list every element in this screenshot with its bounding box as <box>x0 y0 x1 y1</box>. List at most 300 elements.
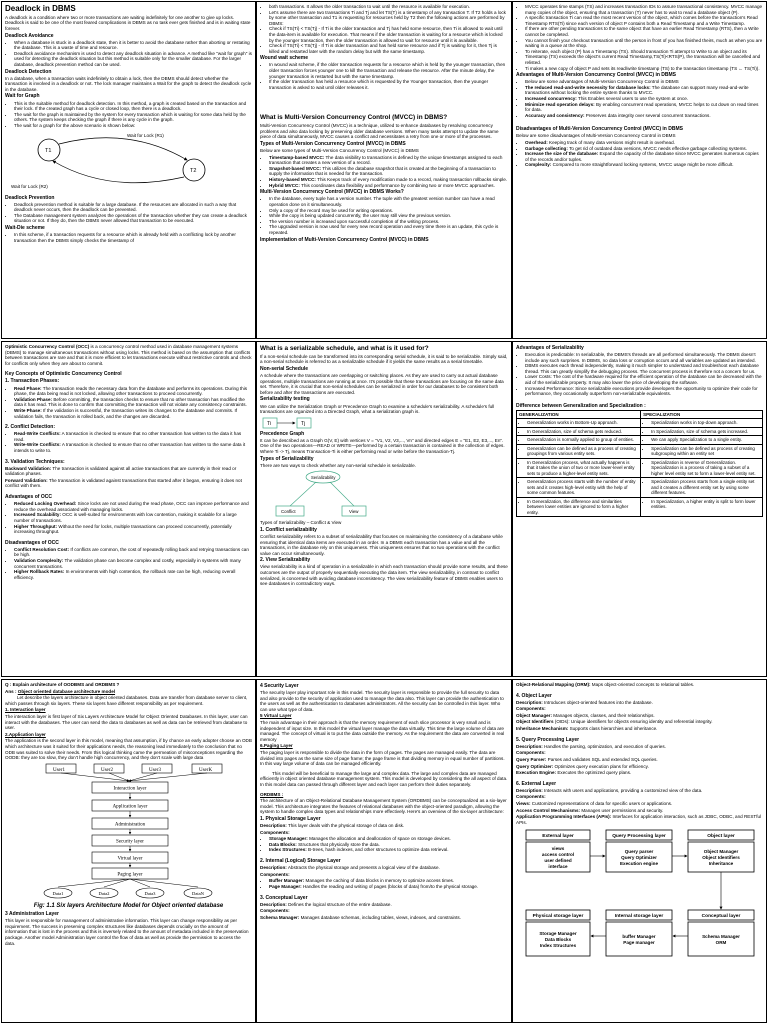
list-item: • The wait for the graph is maintained by the system for every transaction which is waiting for some data held by the others. The system keeps checking the graph if there is any cycle in the graph. <box>14 112 252 123</box>
occ-term: Optimistic Concurrency Control (OCC) <box>5 344 90 349</box>
mvcc-disadvantages-list <box>525 140 763 168</box>
term: Backward Validation: <box>5 465 52 471</box>
query-processing-desc <box>516 744 763 750</box>
cell-text: • In Generalization, the difference and similarities between lower entities are ignored to form a higher entity. <box>527 499 638 515</box>
interaction-layer-heading: 1. Interaction layer <box>5 707 46 713</box>
label: Description: <box>516 699 543 705</box>
definition: OCC is well-suited for environments with low contention, making it scalable for a large number of transactions. <box>14 512 237 523</box>
mvcc-disadvantages-heading: Disadvantages of Multi-Version Concurrency Control (MVCC) in DBMS <box>516 126 683 133</box>
definition: Manages database schemas, including tables, views, indexes, and constraints. <box>299 914 461 920</box>
query-processing-heading: 5. Query Processing Layer <box>516 736 580 743</box>
term: Page Manager: <box>269 883 302 889</box>
list-item <box>14 558 252 569</box>
components-label: Components: <box>260 829 290 835</box>
list-item <box>269 884 508 890</box>
ordbms-heading: ORDBMS : <box>260 791 284 797</box>
list-item <box>516 757 763 763</box>
table-row <box>517 458 763 477</box>
list-item: • Check if TS(Ti) < TS(Tj) - If Ti is older transaction and has held some resource and if Tj is waiting for it, then Tj is killed and restarted later with the random delay but with the same timestamp. <box>269 43 508 54</box>
mvcc-intro: Multi-Version Concurrency Control (MVCC) is a technique, utilized to enhance databases by resolving concurrency problems and also data locking by preserving older database versions. When many tasks attempt to update the same piece of data simultaneously, MVCC causes a conflict and necessitates a retry from one or more of the processes. <box>260 123 499 140</box>
list-item: • Lower Costs: The cost of the hardware required for the efficient operation of the database can be decreased with the aid of the serializable property. It may also lower the price of developing the software. <box>525 374 763 385</box>
definition: A transaction is checked to ensure that no other transaction has written to the same data it intends to write to. <box>14 442 246 453</box>
object-layer-desc <box>516 700 763 706</box>
conflict-serializability-heading: 1. Conflict serializability <box>260 526 317 533</box>
user-label: User1 <box>52 767 65 773</box>
list-item: • Deadlock prevention method is suitable for a large database. If the resources are allocated in such a way that deadlock never occurs, then the deadlock can be prevented. <box>14 202 252 213</box>
list-item <box>516 726 763 732</box>
list-item: • Ti makes a new copy of object P and sets its read/write timestamp (TS) to the transaction timestamp (TS ← TS(Ti)). <box>525 66 763 72</box>
list-item <box>269 183 508 189</box>
external-layer-item: user defined <box>543 858 572 864</box>
term: Reduced Locking Overhead: <box>14 501 77 507</box>
occ-intro-text: is a concurrency control method used in database management systems (DBMS) to manage simultaneous transactions without using locks. This method is based on the assumption that conflicts between transactions are rare and that it is more efficient to let transactions execute without restrictive controls and check for conflicts only when they are about to commit. <box>5 344 252 366</box>
occ-intro <box>5 344 252 366</box>
precedence-edge-diagram <box>262 416 342 430</box>
wait-for-graph-list <box>14 101 252 129</box>
term: Storage Manager: <box>269 836 308 842</box>
table-cell <box>641 458 763 477</box>
external-layer-heading: 6. External Layer <box>516 780 557 787</box>
list-item <box>516 801 763 807</box>
definition: The validation phase can become complex and costly, especially in systems with many concurrent transactions. <box>14 558 241 569</box>
conceptual-layer-item: ORM <box>715 940 726 946</box>
occ-phases-heading: 1. Transaction Phases: <box>5 378 60 385</box>
user-label: User3 <box>148 767 161 773</box>
precedence-graph-text: It can be described as a Graph G(V, E) with vertices V = "V1, V2, V3,..., Vn" and directed edges E = "E1, E2, E3,..., En". One of the two operations—READ or WRITE—performed by a certain transaction is contained in the collection of edges. Where Ti -> Tj, means Transaction-Ti is either performing read or write before the transaction-Tj. <box>260 437 505 455</box>
definition: This Enables several users to use the system at once. <box>576 96 689 101</box>
internal-storage-heading: 2. Internal (Logical) Storage Layer <box>260 858 341 865</box>
definition: By enabling concurrent read operations, MVCC helps to cut down on read times for data. <box>525 101 759 113</box>
table-cell <box>517 419 641 427</box>
table-cell <box>517 478 641 497</box>
list-item: • The upgraded version is now used for every new record operation and every time there is an update, this cycle is repeated. <box>269 224 508 235</box>
list-item: • Deadlock avoidance mechanism is used to detect any deadlock situation in advance. A method like "wait for graph" is used for detecting the deadlock situation but this method is suitable only for the smaller database. For the larger database, deadlock prevention method can be used. <box>14 51 252 68</box>
term: Inheritance Mechanism: <box>516 726 569 732</box>
list-item: • The wait for a graph for the above scenario is shown below: <box>14 123 252 129</box>
deadlock-detection-heading: Deadlock Detection <box>5 68 52 75</box>
term: Access Control Mechanisms: <box>516 807 581 813</box>
physical-storage-heading: 1. Physical Storage Layer <box>260 815 321 822</box>
occ-conflict-heading: 2. Conflict Detection: <box>5 424 56 431</box>
col-generalization: GENERALIZATION <box>517 410 641 418</box>
cell-text: • Specialization can be defined as process of creating subgrouping within an entity set <box>651 446 760 457</box>
physical-storage-layer-item: Index Structures <box>539 943 576 949</box>
gen-spec-heading: Difference between Generalization and Specialization : <box>516 402 646 409</box>
term: Overhead: <box>525 140 548 146</box>
cell-text: • We can apply Specialization to a single entity. <box>651 437 760 442</box>
definition: In environments with high contention, the rollback rate can be high, reducing overall efficiency. <box>14 569 236 580</box>
cell-text: • In Specialization, size of schema gets increased. <box>651 429 760 434</box>
layer-label: Application layer <box>112 804 147 810</box>
list-item: • This is the suitable method for deadlock detection. In this method, a graph is created based on the transaction and their lock. If the created graph has a cycle or closed loop, then there is a deadlock. <box>14 101 252 112</box>
six-layer-architecture-diagram <box>24 762 234 902</box>
occ-validation-heading: 3. Validation Techniques: <box>5 458 65 465</box>
label: Description: <box>260 901 287 907</box>
list-item: • Let's assume there are two transactions Ti and Tj and let TS(T) is a timestamp of any transaction T. If T2 holds a lock by some other transaction and T1 is requesting for resources held by T2 then the following actions are performed by DBMS: <box>269 10 508 27</box>
term: Higher Rollback Rates: <box>14 569 65 575</box>
term: Conflict Resolution Cost: <box>14 546 70 552</box>
mvcc-works-heading: Multi-Version Concurrency Control (MVCC) in DBMS Works? <box>260 189 404 196</box>
occ-forward-validation <box>5 478 252 489</box>
types-serializability-intro: There are two ways to check whether any non-serial schedule is serializable. <box>260 462 417 468</box>
list-item <box>516 713 763 719</box>
mvcc-title: What is Multi-Version Concurrency Control (MVCC) in DBMS? <box>260 114 448 122</box>
occ-disadvantages-heading: Disadvantages of OCC <box>5 539 59 546</box>
term: Read Phase: <box>14 385 42 391</box>
definition: The transaction reads the necessary data from the database and performs its operations. During this phase, the data being read is not locked, allowing other transactions to proceed concurrently. <box>14 385 248 397</box>
table-cell <box>641 478 763 497</box>
table-cell <box>517 427 641 435</box>
list-item <box>14 547 252 558</box>
deadlock-section <box>1 1 256 339</box>
term: Write Phase: <box>14 407 42 413</box>
list-item: • When a database is stuck in a deadlock state, then it is better to avoid the database rather than aborting or restating the database. This is a waste of time and resource. <box>14 40 252 51</box>
physical-storage-list <box>269 836 508 853</box>
serializable-section <box>256 341 512 677</box>
wound-wait-heading: Wound wait scheme <box>260 55 308 62</box>
term: Buffer Manager: <box>269 878 305 884</box>
mvcc-works-list <box>269 196 508 235</box>
term: History-based MVCC: <box>269 177 316 183</box>
term: Hybrid MVCC: <box>269 182 300 188</box>
components-label: Components: <box>260 871 290 877</box>
schema-manager-item <box>260 915 508 921</box>
table-cell <box>641 427 763 435</box>
term: Validation Complexity: <box>14 558 64 563</box>
table-row <box>517 427 763 435</box>
list-item <box>14 397 252 408</box>
list-item <box>14 569 252 580</box>
ordbms-layers-section <box>512 679 767 1023</box>
t2-label: T2 <box>189 167 196 174</box>
term: Increase the size of the database: <box>525 151 599 157</box>
definition: Since locks are not used during the read phase, OCC can improve performance and reduce the overhead associated with managing locks. <box>14 501 249 512</box>
definition: Maps object-oriented concepts to relational tables. <box>590 682 695 687</box>
definition: A transaction is checked to ensure that no other transaction has written to the data it has read. <box>14 431 242 442</box>
occ-advantages-list <box>14 501 252 535</box>
list-item <box>14 512 252 523</box>
term: Query Optimizer: <box>516 763 554 769</box>
occ-advantages-heading: Advantages of OCC <box>5 494 52 501</box>
table-row <box>517 444 763 458</box>
list-item: • Only a copy of the record may be used for writing operations. <box>269 208 508 214</box>
term: Minimize read operation delays: <box>525 101 595 107</box>
list-item: • Check if TS(Ti) < TS(Tj) - If Ti is the older transaction and Tj has held some resource, then Ti is allowed to wait until the data-item is available for execution. That means if the older transaction is waiting for a resource which is locked by the younger transaction, then the older transaction is allowed to wait for resource until it is available. <box>269 26 508 43</box>
internal-storage-layer-item: buffer Manager <box>621 934 656 940</box>
deadlock-detection-text: In a database, when a transaction waits indefinitely to obtain a lock, then the DBMS should detect whether the transaction is involved in a deadlock or not. The lock manager maintains a Wait for the graph to detect the deadlock cycle in the database. <box>5 75 252 92</box>
definition: Customized representations of data for specific users or applications. <box>530 801 673 806</box>
list-item <box>525 151 763 162</box>
external-layer-title: External layer <box>541 834 574 840</box>
definition: Manages objects, classes, and their relationships. <box>552 712 655 718</box>
external-layer-desc <box>516 788 763 794</box>
paging-layer-heading: 6.Paging Layer <box>260 743 293 749</box>
definition: Optimizes query execution plans for efficiency. <box>553 763 649 769</box>
layer-label: Interaction layer <box>113 786 146 792</box>
data-label: Data1 <box>52 890 63 896</box>
wound-wait-list <box>269 62 508 90</box>
conflict-serializability-text: Conflict serializability refers to a subset of serializability that focuses on maintaining the consistency of a database while ensuring that identical data items are executed in an order. In a DBMS each transaction has a value and all the transactions, in the database rely on this uniqueness. This uniqueness ensures that no two operations with the conflict value can occur simultaneously. <box>260 534 503 556</box>
list-item <box>269 166 508 177</box>
list-item: • In wound wait scheme, if the older transaction requests for a resource which is held by the younger transaction, then older transaction forces younger one to kill the transaction and release the resource. After the minute delay, the younger transaction is restarted but with the same timestamp. <box>269 62 508 79</box>
oodbms-architecture-section <box>1 679 256 1023</box>
serializability-diagram-caption: Types of Serializability – Conflict & View <box>260 520 342 526</box>
layer-label: Security layer <box>115 839 144 845</box>
cell-text: • Generalization is normally applied to group of entities. <box>527 437 638 442</box>
list-item: • If there are other pending transactions to the same object that have an earlier Read Timestamp (RTS), then a Write cannot be completed. <box>525 26 763 37</box>
mvcc-advantages-list <box>525 79 763 118</box>
label: Description: <box>516 743 543 749</box>
term: Data Blocks: <box>269 841 297 847</box>
list-item <box>516 719 763 725</box>
interaction-layer-text: The interaction layer is first layer of Six Layers Architecture Model for Object Oriented Databases. In this layer, user can interact with the databases. The user can send the data to databases as well as data can be retrieved from database to user. <box>5 713 248 731</box>
table-row <box>517 478 763 497</box>
components-label: Components: <box>260 908 290 914</box>
definition: Interfaces for application interaction, such as JDBC, ODBC, and RESTful APIs. <box>516 814 762 825</box>
internal-storage-layer-item: Page manager <box>622 940 655 946</box>
table-cell <box>517 458 641 477</box>
security-layer-heading: 4 Security Layer <box>260 683 299 689</box>
tj-label: Tj <box>301 420 306 427</box>
wait-for-graph-heading: Wait for Graph <box>5 93 40 100</box>
table-row <box>517 419 763 427</box>
list-item <box>516 814 763 825</box>
query-processing-layer-title: Query Processing layer <box>611 834 666 840</box>
mvcc-implementation-heading: Implementation of Multi-Version Concurrency Control (MVCC) in DBMS <box>260 236 429 243</box>
user-label: UserK <box>198 767 212 773</box>
edge-label-bottom: Wait for Lock (R2) <box>10 183 48 189</box>
term: Snapshot-based MVCC: <box>269 165 322 171</box>
term: Views: <box>516 801 531 806</box>
edge-right <box>330 482 354 506</box>
serializability-advantages-heading: Advantages of Serializability <box>516 345 584 351</box>
ti-label: Ti <box>267 420 271 427</box>
term: Write-Write Conflicts: <box>14 442 61 448</box>
term: Higher Throughput: <box>14 523 58 529</box>
definition: Parses and validates SQL and extended SQL queries. <box>546 756 658 762</box>
definition: This utilizes the database snapshot that is created at the beginning of a transaction to supply the information that is needed for the transaction. <box>269 165 496 177</box>
virtual-layer-text: The main advantage in their approach is that the memory requirement of each slice processor is very small and is independent of input size. In this model the virtual layer manage the data virtually. This time the large volume of data are managed. The concept of virtual is to put the data outside the memory. As the requirement the data are converted in real memory <box>260 720 505 742</box>
label: Description: <box>260 823 287 829</box>
object-layer-title: Object layer <box>706 834 735 840</box>
components-label: Components: <box>516 706 546 712</box>
layer-label: Virtual layer <box>116 856 143 862</box>
wait-die-continued-list <box>269 4 508 54</box>
term: Garbage collecting: <box>525 145 568 151</box>
table-cell <box>641 419 763 427</box>
data-label: Data2 <box>98 890 109 896</box>
list-item <box>525 162 763 168</box>
list-item <box>516 764 763 770</box>
view-node-label: View <box>349 509 359 515</box>
serializability-types-diagram <box>268 469 378 519</box>
col-specialization: SPECIALIZATION <box>641 410 763 418</box>
serializable-title: What is a serializable schedule, and what is it used for? <box>260 345 429 352</box>
edge-label-top: Wait for Lock (R1) <box>126 132 164 138</box>
definition: Manages user permissions and security. <box>580 807 664 813</box>
cell-text: • Specialization works in top-down approach. <box>651 420 760 425</box>
mvcc-implementation-section <box>512 1 767 339</box>
mvcc-types-intro: Below are some types of Multi-Version Concurrency Control (MVCC) in DBMS <box>260 148 419 154</box>
list-item: • In this scheme, if a transaction requests for a resource which is already held with a conflicting lock by another transaction then the DBMS simply checks the timestamp of <box>14 232 252 243</box>
cell-text: • In Generalization process, what actually happens is that it takes the union of two or more lower-level entity sets to produce a higher-level entity sets. <box>527 460 638 476</box>
object-layer-heading: 4. Object Layer <box>516 692 552 699</box>
list-item: • In the database, every tuple has a version number. The tuple with the greatest version number can have a read operation done on it simultaneously. <box>269 196 508 207</box>
cell-text: • Generalization works in Bottom-Up approach. <box>527 420 638 425</box>
table-cell <box>641 436 763 444</box>
answer-title: Object oriented database architecture model <box>17 688 116 694</box>
text: Abstracts the physical storage and presents a logical view of the database. <box>286 865 440 871</box>
table-row <box>517 436 763 444</box>
table-cell <box>641 444 763 458</box>
external-layer-item: access control <box>541 852 574 858</box>
list-item <box>14 408 252 419</box>
definition: Manages the allocation and deallocation of space on storage devices. <box>307 836 451 842</box>
text: Introduces object-oriented features into the database. <box>542 699 653 705</box>
t1-label: T1 <box>44 147 51 154</box>
list-item: • A specific transaction Ti can read the most recent version of the object, which comes before the transaction's Read Timestamp RTS(Ti) since each version of object P contains both a Read Timestamp and a Write Timestamp. <box>525 15 763 26</box>
list-item <box>516 770 763 776</box>
definition: Manages the caching of data blocks in memory to optimize access times. <box>304 878 455 884</box>
definition: Structures that physically store the data. <box>296 841 380 847</box>
definition: Handles the reading and writing of pages (blocks of data) from/to the physical storage. <box>301 883 479 889</box>
administration-layer-text: This layer is responsible for management of administrative information. This layer can change responsibility as per requirement. The success in preserving complex structures like databases depends crucially on the amount of information that is lost in the process and this is inversely related to the amount of metadata included in the preservation package. Another model Administration layer control the flow of data as well as provide the permission to access the data. <box>5 918 249 946</box>
list-item: • The version number is increased upon successful completion of the writing process. <box>269 219 508 225</box>
table-cell <box>641 497 763 516</box>
internal-storage-layer-title: Internal storage layer <box>614 914 663 920</box>
conceptual-layer-item: Schema Manager <box>701 934 740 940</box>
mvcc-types-list <box>269 155 508 189</box>
list-item <box>14 386 252 397</box>
table-cell <box>517 444 641 458</box>
table-row <box>517 497 763 516</box>
definition: If conflicts are common, the cost of repeatedly rolling back and retrying transactions can be high. <box>14 546 249 558</box>
precedence-graph-heading: Precedence Graph <box>260 430 305 437</box>
term: Object Manager: <box>516 712 552 718</box>
object-layer-item: Object Manager <box>703 849 738 855</box>
term: Index Structures: <box>269 847 307 853</box>
list-item: • Below are some advantages of Multi-Version Concurrency Control in DBMS <box>525 79 763 85</box>
conceptual-layer-desc <box>260 902 508 908</box>
list-item: • The Database management system analyzes the operations of the transaction whether they can create a deadlock situation or not. If they do, then the DBMS never allowed that transaction to be executed. <box>14 213 252 224</box>
list-item <box>525 102 763 113</box>
list-item <box>14 524 252 535</box>
table-header-row <box>517 410 763 418</box>
list-item: • Execution is predictable: In serializable, the DBMS's threads are all performed simultaneously. The DBMS doesn't include any such surprises. In DBMS, no data loss or corruption occurs and all variables are updated as intended. <box>525 352 763 363</box>
serializability-testing-text: We can utilize the Serialization Graph or Precedence Graph to examine a schedule's serializability. A schedule's full transactions are organized into a Directed Graph, what a serialization graph is. <box>260 403 495 415</box>
definition: (OIDs): Unique identifiers for objects ensuring identity and referential integrity. <box>553 719 713 725</box>
layer-label: Paging layer <box>116 872 143 878</box>
definition: This Keeps track of every modification made to a record, making transaction rollbacks simple. <box>315 177 508 183</box>
deadlock-prevention-list <box>14 202 252 224</box>
nonserial-heading: Non-serial Schedule <box>260 366 309 372</box>
list-item: • Increased Performance: Since serializable executions provide developers the opportunity to optimize their code for performance, they occasionally outperform non-serializable equivalents. <box>525 386 763 397</box>
application-layer-heading: 2.Application layer <box>5 731 46 737</box>
answer-label: Ans : <box>5 688 18 694</box>
administration-layer-heading: 3 Administration Layer <box>5 911 59 918</box>
answer-intro: Let describe the layers architecture in object oriented databases. Data are transfer from database server to client, which passes through six layers. These six layers have different responsibility as per requirement. <box>5 695 248 706</box>
physical-storage-layer-title: Physical storage layer <box>532 914 583 920</box>
cell-text: • In Generalization, size of schema gets reduced. <box>527 429 638 434</box>
paging-layer-summary: This model will be beneficial to manage the large and complex data. The large and complex data are managed efficiently in object oriented database management system. This model is developed by considering the all aspect of data. In this model data can passed through different layer and each layer can perform their duties separately. <box>260 770 508 787</box>
edge-left <box>290 482 316 506</box>
deadlock-title: Deadlock in DBMS <box>5 4 76 13</box>
conceptual-layer-title: Conceptual layer <box>701 914 740 920</box>
table-cell <box>517 497 641 516</box>
conceptual-layer-heading: 3. Conceptual Layer <box>260 894 308 901</box>
term: The reduced read-and-write necessity for database locks: <box>525 84 651 90</box>
security-layer-text: The security layer play important role in this model. The security layer is responsible to provide the full security to data and also provide to the security of application used to manage the data also. This layer can provide the authentication to the users as well as the authentication to databases administrators. All the security can be controlled in this layer. Who can use what type of data. <box>260 690 504 712</box>
cell-text: • Generalization process starts with the number of entity sets and it creates high-level entity with the help of some common features. <box>527 479 638 495</box>
layer-label: Administration <box>114 822 145 828</box>
definition: Compared to more straightforward locking systems, MVCC usage might be more difficult. <box>551 162 734 168</box>
ordbms-intro: The architecture of an Object-Relational Database Management System (ORDBMS) can be conceptualized as a six-layer model. This architecture integrates the features of relational databases with the object-oriented paradigm, allowing the system to handle complex data types and relationships more effectively. Here's an overview of the six-layer architecture: <box>260 798 507 815</box>
text: Interacts with users and applications, providing a customized view of the data. <box>542 787 703 793</box>
wait-die-mvcc-section <box>256 1 512 339</box>
deadlock-prevention-heading: Deadlock Prevention <box>5 194 55 201</box>
term: Read-Write Conflicts: <box>14 431 61 437</box>
components-label: Components: <box>516 750 546 756</box>
term: Increased concurrency: <box>525 96 577 101</box>
internal-storage-layer-body-box <box>606 922 672 956</box>
orm-intro <box>516 682 763 688</box>
list-item <box>525 113 763 119</box>
list-item <box>525 85 763 96</box>
definition: Supports class hierarchies and inheritance. <box>568 726 658 732</box>
definition: This coordinates data flexibility and performance by combining two or more MVCC approaches. <box>299 182 495 188</box>
wait-die-heading: Wait-Die scheme <box>5 225 45 231</box>
term: Execution Engine: <box>516 770 557 776</box>
user-arrow <box>129 773 207 781</box>
mvcc-types-heading: Types of Multi-Version Concurrency Control (MVCC) in DBMS <box>260 141 406 147</box>
edge-t1-t2 <box>59 137 187 159</box>
object-layer-item: Inheritance <box>708 861 733 867</box>
list-item: • While the copy is being updated concurrently, the user may still view the previous version. <box>269 213 508 219</box>
query-processing-layer-item: Execution engine <box>619 861 658 867</box>
definition: Without the need for locks, multiple transactions can proceed concurrently, potentially increasing throughput. <box>14 523 232 535</box>
list-item: • DBMS executes each thread independently, making it much simpler to understand and troubleshoot each database thread. This can greatly simplify the debugging process. The concurrent process is therefore not a concern for us. <box>525 363 763 374</box>
object-layer-item: Object Identifiers <box>701 855 740 861</box>
list-item <box>14 431 252 442</box>
external-layer-item: interface <box>547 864 568 870</box>
deadlock-avoidance-heading: Deadlock Avoidance <box>5 32 54 39</box>
physical-storage-layer-item: Data Blocks <box>544 937 571 943</box>
cell-text: • Specialization is reverse of Generalization. Specialization is a process of taking a subset of a higher level entity set to form a lower-level entity set. <box>651 460 760 476</box>
list-item <box>14 501 252 512</box>
wait-die-list <box>14 232 252 243</box>
term: Increased Scalability: <box>14 512 61 518</box>
cell-text: • Specialization process starts from a single entity set and it creates a different entity set by using some different features. <box>651 479 760 495</box>
list-item <box>14 442 252 453</box>
definition: If the validation is successful, the transaction writes its changes to the database and commits. If validation fails, the transaction is rolled back, and the changes are discarded. <box>14 407 238 419</box>
deadlock-avoidance-list <box>14 40 252 68</box>
text: This layer deals with the physical storage of data on disk. <box>286 823 405 829</box>
definition: Keeping track of many data versions might result in overhead. <box>547 140 675 146</box>
term: Schema Manager: <box>260 914 300 920</box>
label: Description: <box>516 787 543 793</box>
ordbms-layers-diagram <box>520 826 760 976</box>
paging-layer-text: The paging layer is responsible to divide the data in the form of pages. The pages are managed easily. The data are divided into pages as the same size of page frame; the page frame is that dividing memory in equal number of partitions. In this way large volume of data can be managed efficiently. <box>260 750 505 767</box>
deadlock-intro: A deadlock is a condition where two or more transactions are waiting indefinitely for one another to give up locks. Deadlock is said to be one of the most feared complications in DBMS as no task ever gets finished and is in waiting state forever. <box>5 14 251 31</box>
physical-storage-desc <box>260 823 508 829</box>
definition: Expand the capacity of the database since MVCC generates numerous copies of the records and/or tuples. <box>525 151 759 162</box>
term: Accuracy and consistency: <box>525 112 585 118</box>
serializability-testing-heading: Serializability testing <box>260 396 310 403</box>
definition: The transaction is validated against transactions that started after it began, ensuring it does not conflict with them. <box>5 477 242 489</box>
term: Query Parser: <box>516 756 547 762</box>
oodbms-layers-ordbms-section <box>256 679 512 1023</box>
serializability-node-label: Serializability <box>311 475 336 481</box>
